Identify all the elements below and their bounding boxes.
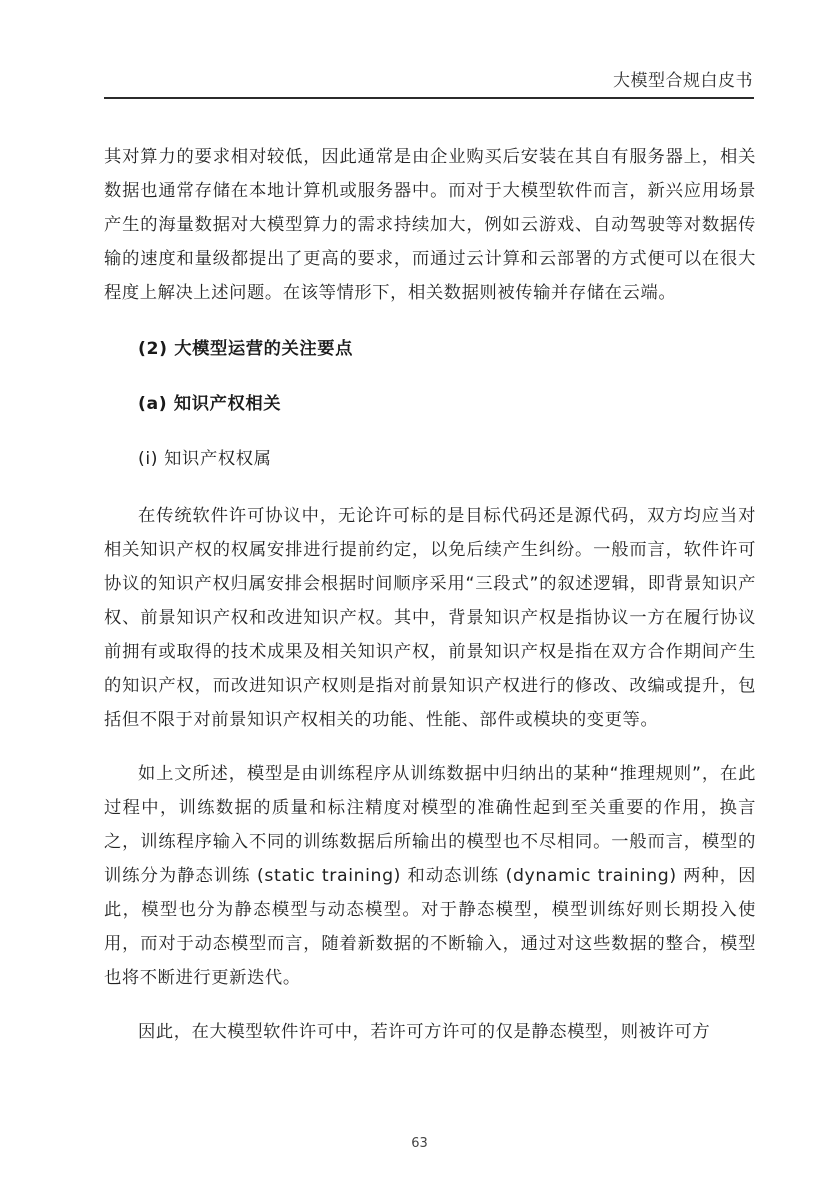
subsection-heading-a: (a) 知识产权相关 xyxy=(138,394,282,414)
page-content xyxy=(104,140,756,1049)
body-paragraph-2: 在传统软件许可协议中，无论许可标的是目标代码还是源代码，双方均应当对相关知识产权的权属安排进行提前约定，以免后续产生纠纷。一般而言，软件许可协议的知识产权归属安排会根据时间顺序采用“三段式”的叙述逻辑，即背景知识产权、前景知识产权和改进知识产权。其中，背景知识产权是指协议一方在履行协议前拥有或取得的技术成果及相关知识产权，前景知识产权是指在双方合作期间产生的知识产权，而改进知识产权则是指对前景知识产权进行的修改、改编或提升，包括但不限于对前景知识产权相关的功能、性能、部件或模块的变更等。 xyxy=(104,506,756,730)
header-divider xyxy=(104,97,754,99)
page-number: 63 xyxy=(411,1136,428,1151)
subsubsection-heading-i: (i) 知识产权权属 xyxy=(138,449,272,469)
document-title: 大模型合规白皮书 xyxy=(613,71,753,91)
body-paragraph-4: 因此，在大模型软件许可中，若许可方许可的仅是静态模型，则被许可方 xyxy=(138,1022,711,1042)
body-paragraph-3: 如上文所述，模型是由训练程序从训练数据中归纳出的某种“推理规则”，在此过程中，训练数据的质量和标注精度对模型的准确性起到至关重要的作用，换言之，训练程序输入不同的训练数据后所输出的模型也不尽相同。一般而言，模型的训练分为静态训练 (static training) 和动态训练 (dynamic training) 两种，因此，模型也分为静态模型与动态模型。对于静态模型，模型训练好则长期投入使用，而对于动态模型而言，随着新数据的不断输入，通过对这些数据的整合，模型也将不断进行更新迭代。 xyxy=(104,764,756,988)
body-paragraph-1: 其对算力的要求相对较低，因此通常是由企业购买后安装在其自有服务器上，相关数据也通常存储在本地计算机或服务器中。而对于大模型软件而言，新兴应用场景产生的海量数据对大模型算力的需求持续加大，例如云游戏、自动驾驶等对数据传输的速度和量级都提出了更高的要求，而通过云计算和云部署的方式便可以在很大程度上解决上述问题。在该等情形下，相关数据则被传输并存储在云端。 xyxy=(104,147,756,303)
section-heading-2: (2) 大模型运营的关注要点 xyxy=(138,339,354,359)
